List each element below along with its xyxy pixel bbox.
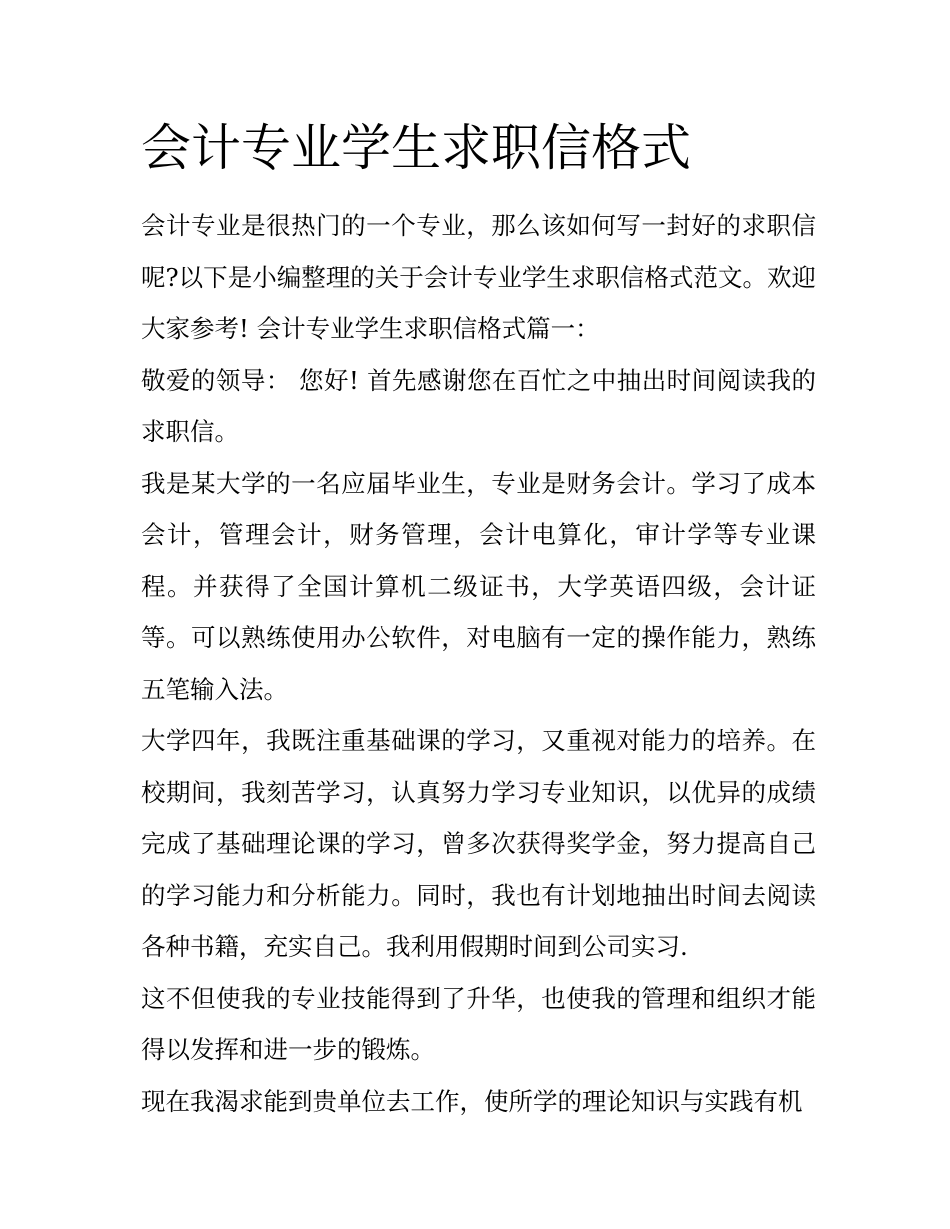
paragraph-greeting: 敬爱的领导： 您好! 首先感谢您在百忙之中抽出时间阅读我的求职信。 [141,365,816,446]
paragraph-education: 我是某大学的一名应届毕业生，专业是财务会计。学习了成本会计，管理会计，财务管理，会计电算化，审计学等专业课程。并获得了全国计算机二级证书，大学英语四级，会计证等。可以熟练使用办公软件，对电脑有一定的操作能力，熟练五笔输入法。 [141,468,816,704]
paragraph-intro: 会计专业是很热门的一个专业，那么该如何写一封好的求职信呢?以下是小编整理的关于会计专业学生求职信格式范文。欢迎大家参考! 会计专业学生求职信格式篇一： [141,211,816,343]
document-title: 会计专业学生求职信格式 [141,119,691,177]
paragraph-internship-result: 这不但使我的专业技能得到了升华，也使我的管理和组织才能得以发挥和进一步的锻炼。 [141,983,816,1064]
paragraph-university-years: 大学四年，我既注重基础课的学习，又重视对能力的培养。在校期间，我刻苦学习，认真努力学习专业知识，以优异的成绩完成了基础理论课的学习，曾多次获得奖学金，努力提高自己的学习能力和分析能力。同时，我也有计划地抽出时间去阅读各种书籍，充实自己。我利用假期时间到公司实习. [141,726,816,961]
paragraph-aspiration: 现在我渴求能到贵单位去工作，使所学的理论知识与实践有机 [141,1086,803,1116]
document-body [141,112,816,1127]
